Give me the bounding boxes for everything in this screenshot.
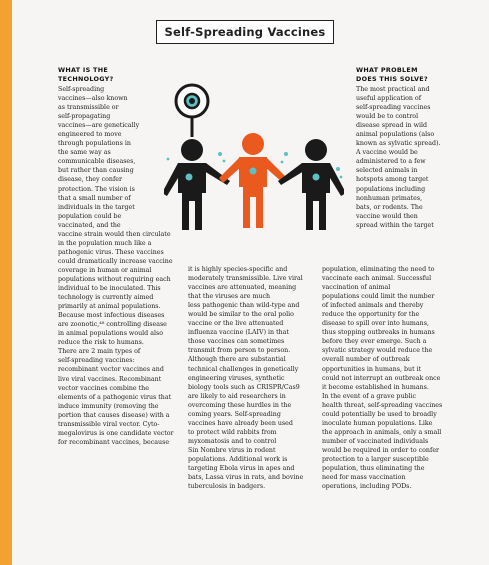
accent-side-bar — [0, 0, 12, 565]
right-column-lower-text: population, eliminating the need to vaccinate each animal. Successful vaccination of animal populations could limit the number of infected animals and thereby reduce the opportunity for the disease to spill over into humans, thus stopping outbreaks in humans before they ever emerge. Such a sylvatic strategy would reduce the overall number of outbreak opportunities in humans, but it could not interrupt an outbreak once it become established in humans. In the event of a grave public health threat, self-spreading vaccines could potentially be used to broadly inoculate human populations. Like the approach in animals, only a small number of vaccinated individuals would be required in order to confer protection to a larger susceptible population, thus eliminating the need for mass vaccination operations, including PODs. — [322, 266, 443, 491]
person-silhouette-icon — [278, 139, 344, 230]
page-title: Self-Spreading Vaccines — [156, 20, 334, 44]
illustration — [164, 65, 344, 265]
technology-heading: WHAT IS THE TECHNOLOGY? — [58, 66, 114, 84]
left-column-text: Self-spreading vaccines—also known as transmissible or self-propagating vaccines—are genetically engineered to move through populations in the same way as communicable diseases, but rather than causing disease, they confer protection. The vision is that a small number of individuals in the target population could be vaccinated, and the vaccine strain would then circulate in the population much like a pathogenic virus. These vaccines could dramatically increase vaccine coverage in human or animal populations without requiring each individual to be inoculated. This technology is currently aimed primarily at animal populations. Because most infectious diseases are zoonotic,⁴⁸ controlling disease in animal populations would also reduce the risk to humans. There are 2 main types of self-spreading vaccines: recombinant vector vaccines and live viral vaccines. Recombinant vector vaccines combine the elements of a pathogenic virus that induce immunity (removing the portion that causes disease) with a transmissible viral vector. Cyto- megalovirus is one candidate vector for recombinant vaccines, because — [58, 86, 174, 446]
middle-column-text: it is highly species-specific and moderately transmissible. Live viral vaccines are attenuated, meaning that the viruses are much less pathogenic than wild-type and would be similar to the oral polio vaccine or the live attenuated influenza vaccine (LAIV) in that those vaccines can sometimes transmit from person to person. Although there are substantial technical challenges in genetically engineering viruses, synthetic biology tools such as CRISPR/Cas9 are likely to aid researchers in overcoming these hurdles in the coming years. Self-spreading vaccines have already been used to protect wild rabbits from myxomatosis and to control Sin Nombre virus in rodent populations. Additional work is targeting Ebola virus in apes and bats, Lassa virus in rats, and bovine tuberculosis in badgers. — [188, 266, 304, 491]
right-column-upper-text: The most practical and useful application of self-spreading vaccines would be to control disease spread in wild animal populations (also known as sylvatic spread). A vaccine would be administered to a few selected animals in hotspots among target populations including nonhuman primates, bats, or rodents. The vaccine would then spread within the target — [356, 86, 441, 229]
problem-heading: WHAT PROBLEM DOES THIS SOLVE? — [356, 66, 428, 84]
magnifier-icon — [176, 85, 208, 137]
